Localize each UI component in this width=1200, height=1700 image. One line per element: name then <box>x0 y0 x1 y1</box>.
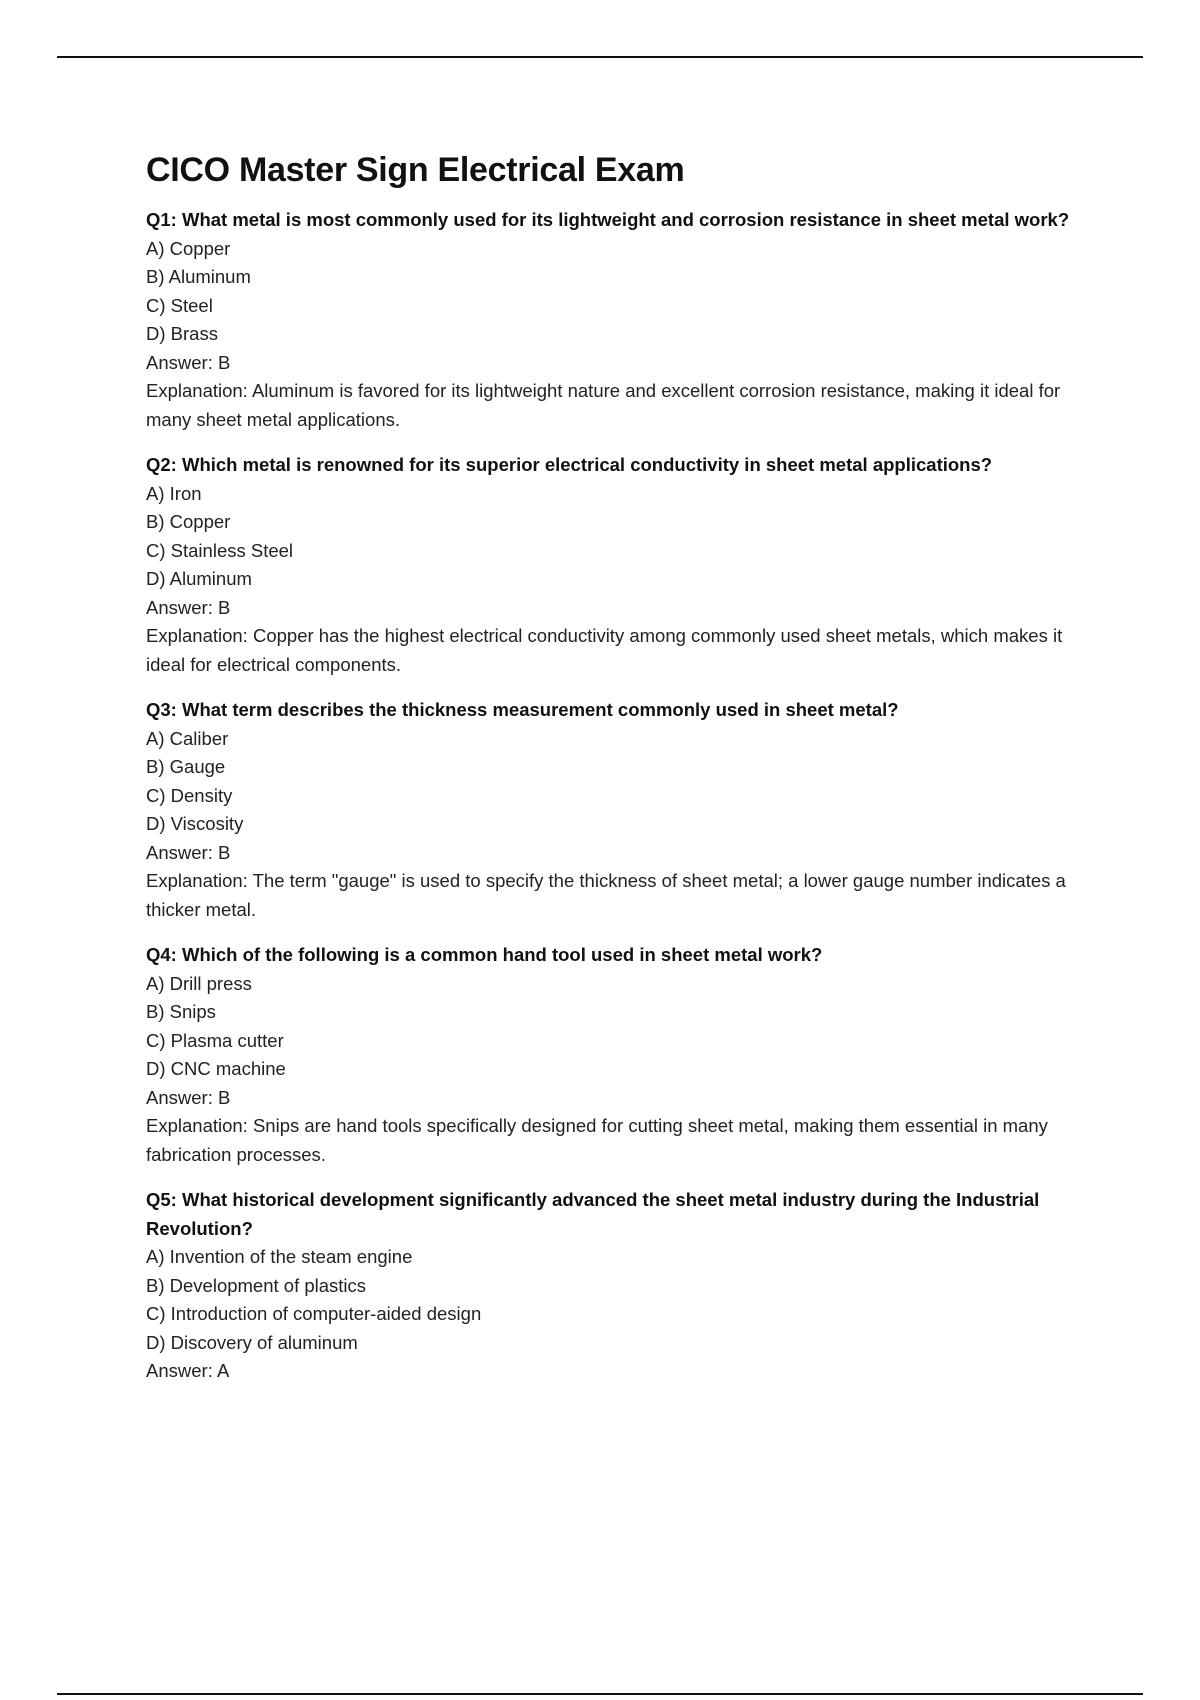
option-b: B) Copper <box>146 511 231 532</box>
option-b: B) Aluminum <box>146 266 251 287</box>
question-block-5 <box>146 1186 1086 1386</box>
option-a: A) Iron <box>146 482 202 504</box>
bottom-rule <box>57 1693 1143 1695</box>
top-rule <box>57 56 1143 58</box>
explanation-text: Explanation: Aluminum is favored for its lightweight nature and excellent corrosion resistance, making it ideal for many sheet metal applications. <box>146 380 1061 430</box>
answer-line: Answer: B <box>146 351 231 373</box>
answer-line: Answer: B <box>146 841 231 863</box>
option-c: C) Density <box>146 784 233 806</box>
answer-line: Answer: B <box>146 596 231 618</box>
question-text: Q2: Which metal is renowned for its superior electrical conductivity in sheet metal applications? <box>146 454 993 475</box>
option-d: D) Viscosity <box>146 813 244 834</box>
question-block-2 <box>146 451 1086 679</box>
document-title: CICO Master Sign Electrical Exam <box>146 151 685 189</box>
option-c: C) Stainless Steel <box>146 539 294 561</box>
answer-line: Answer: B <box>146 1086 231 1108</box>
question-block-3 <box>146 696 1086 924</box>
option-d: D) Aluminum <box>146 568 252 589</box>
option-b: B) Development of plastics <box>146 1274 367 1296</box>
option-b: B) Snips <box>146 1001 216 1022</box>
question-text: Q1: What metal is most commonly used for its lightweight and corrosion resistance in sheet metal work? <box>146 209 1070 230</box>
option-d: D) CNC machine <box>146 1058 286 1079</box>
option-c: C) Introduction of computer-aided design <box>146 1303 482 1324</box>
option-a: A) Drill press <box>146 972 252 994</box>
option-b: B) Gauge <box>146 756 226 777</box>
option-a: A) Copper <box>146 237 231 259</box>
option-c: C) Plasma cutter <box>146 1029 284 1051</box>
explanation-text: Explanation: Copper has the highest electrical conductivity among commonly used sheet metals, which makes it ideal for electrical components. <box>146 625 1063 675</box>
explanation-text: Explanation: Snips are hand tools specifically designed for cutting sheet metal, making them essential in many fabrication processes. <box>146 1115 1048 1165</box>
question-text: Q3: What term describes the thickness measurement commonly used in sheet metal? <box>146 699 899 720</box>
document-body <box>146 150 1086 1403</box>
option-a: A) Caliber <box>146 727 229 749</box>
explanation-text: Explanation: The term "gauge" is used to specify the thickness of sheet metal; a lower gauge number indicates a thicker metal. <box>146 870 1066 920</box>
option-d: D) Brass <box>146 323 218 344</box>
question-text: Q4: Which of the following is a common hand tool used in sheet metal work? <box>146 944 823 965</box>
question-block-4 <box>146 941 1086 1169</box>
question-block-1 <box>146 206 1086 434</box>
option-c: C) Steel <box>146 294 213 316</box>
answer-line: Answer: A <box>146 1360 230 1381</box>
question-text: Q5: What historical development significantly advanced the sheet metal industry during the Industrial Revolution? <box>146 1189 1040 1239</box>
option-a: A) Invention of the steam engine <box>146 1246 413 1267</box>
option-d: D) Discovery of aluminum <box>146 1331 358 1353</box>
